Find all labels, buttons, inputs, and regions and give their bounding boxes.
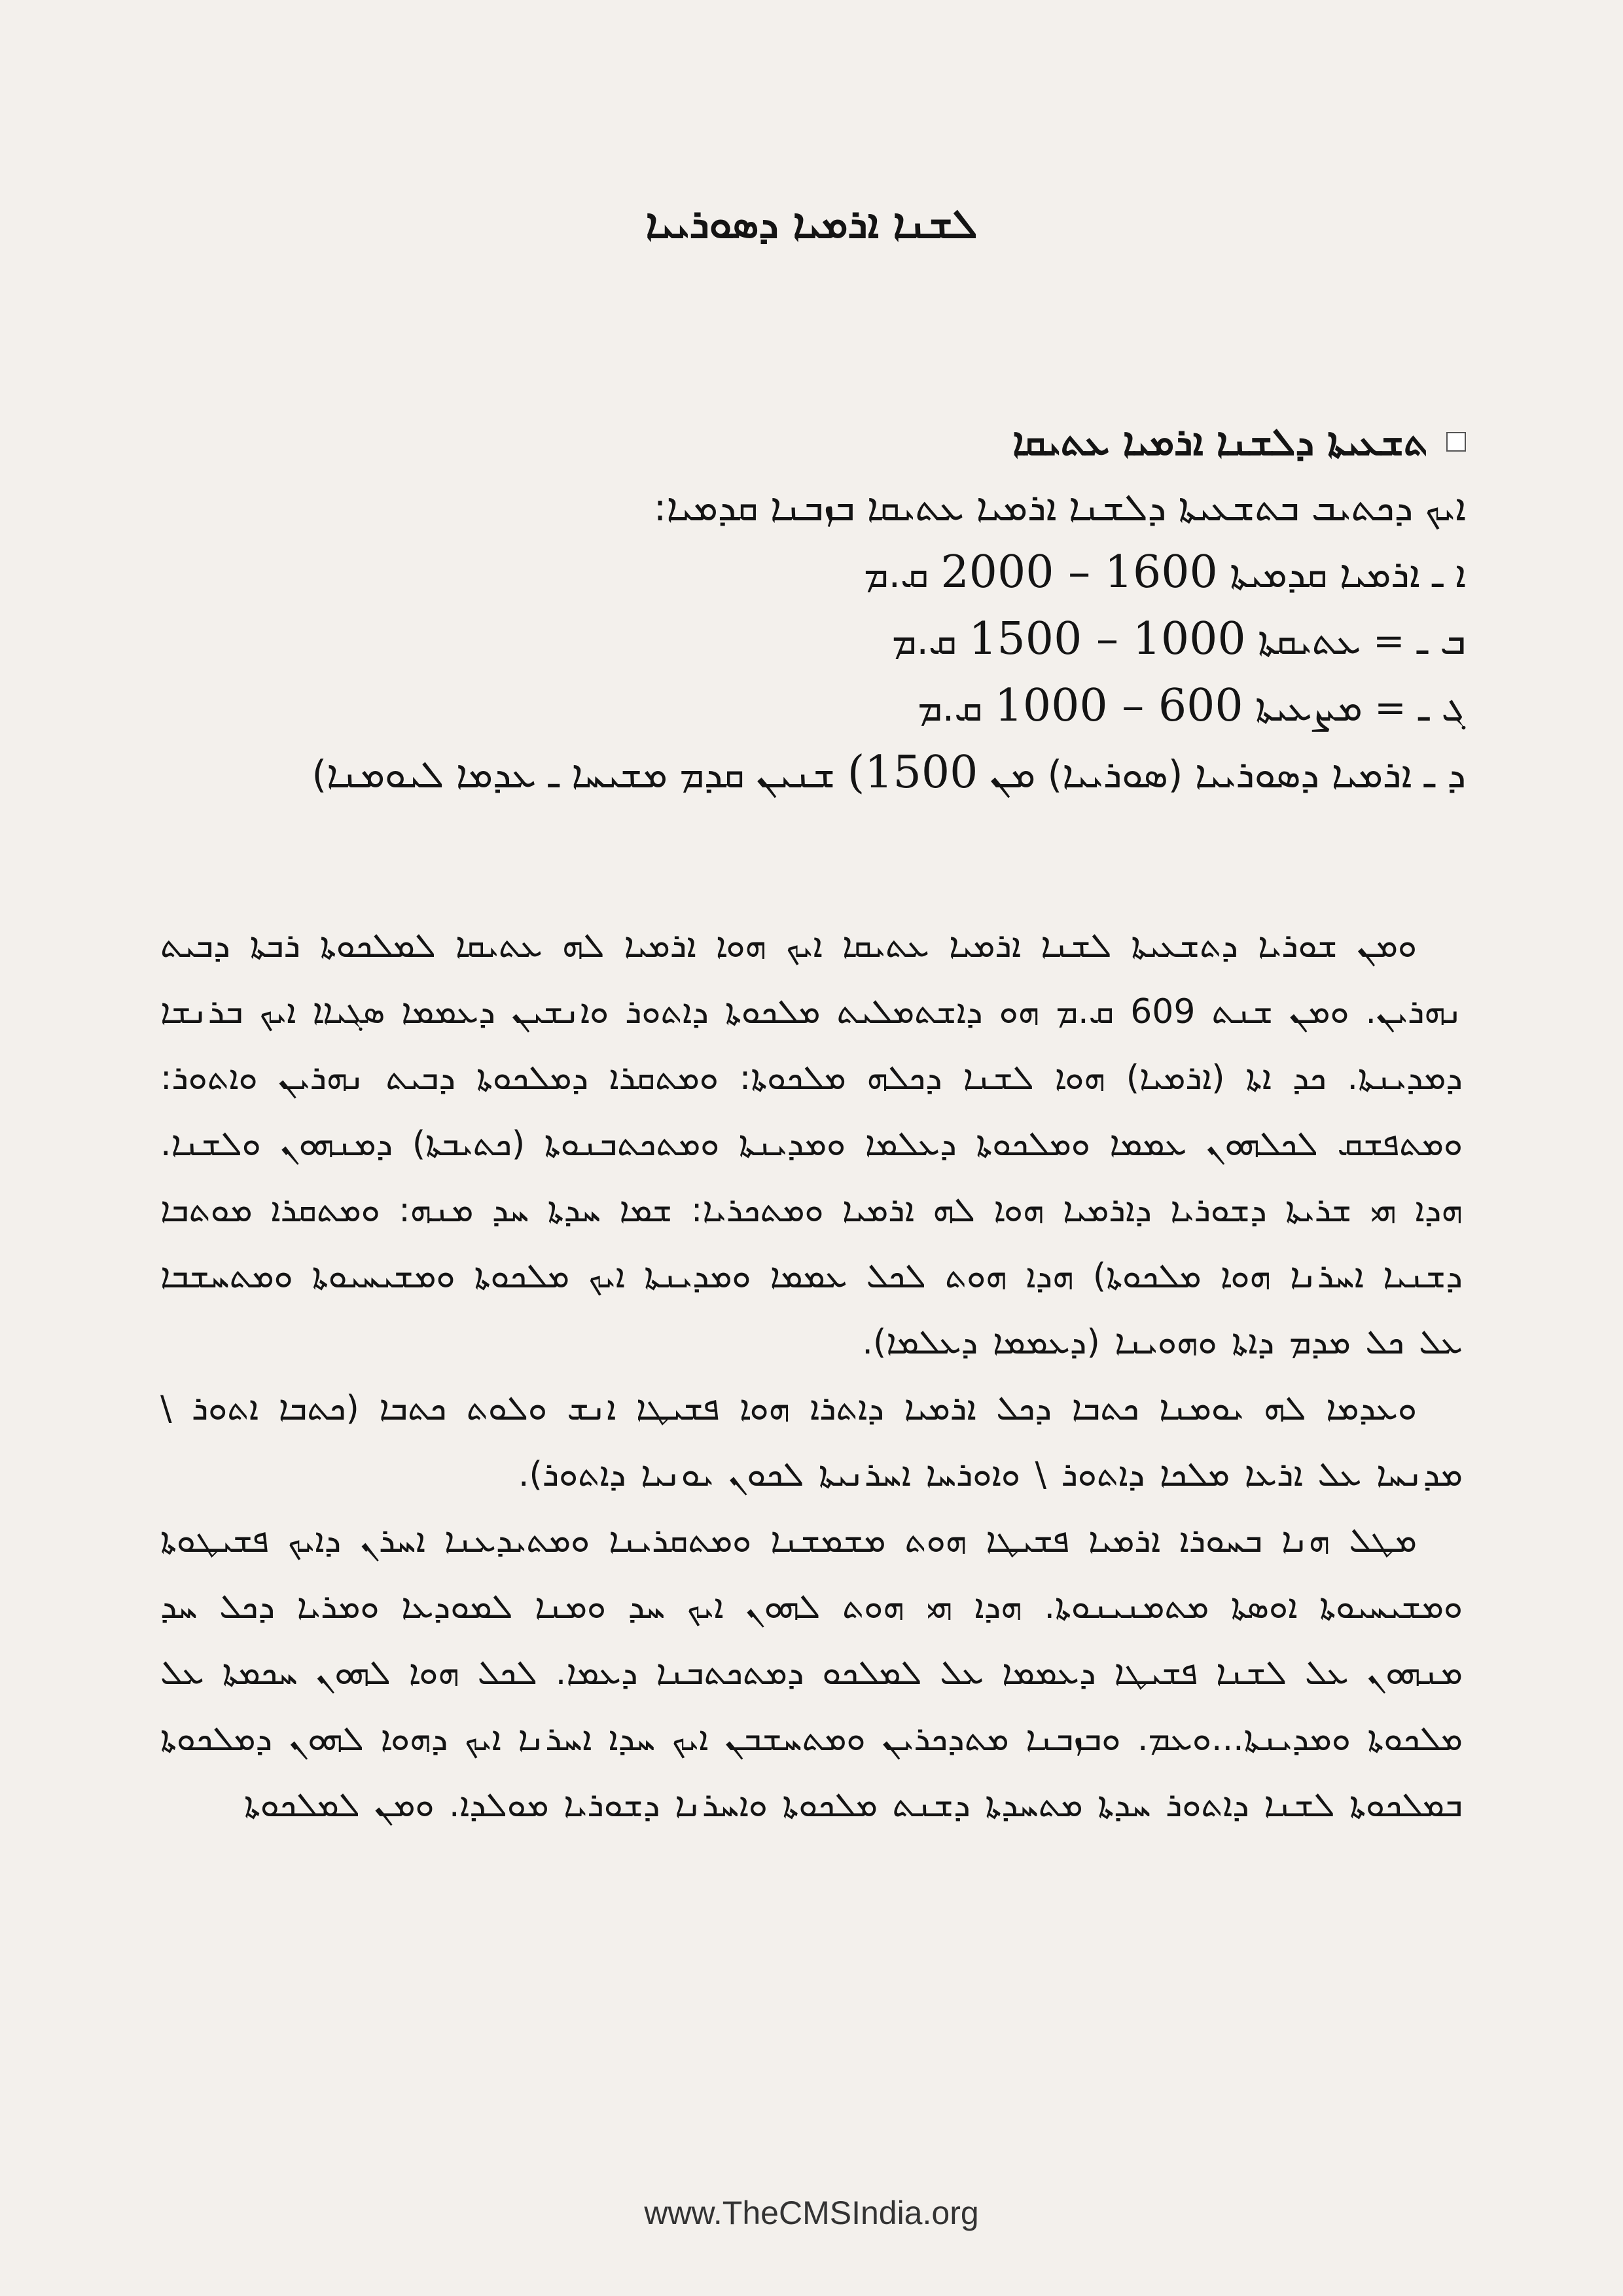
- item-suffix: ܩ.ܡ: [864, 552, 929, 596]
- list-item: [353, 607, 1466, 673]
- checkbox-icon: [1446, 432, 1466, 452]
- page-title: ܠܫܢܐ ܐܪܡܝܐ ܕܣܘܪܝܝܐ: [645, 200, 978, 247]
- item-range: 1500 – 1000: [969, 613, 1246, 665]
- periods-list: [312, 409, 1466, 807]
- list-item: [312, 740, 1466, 807]
- item-prefix: ܒ ـ = ܥܬܝܩܬܐ: [1258, 619, 1466, 663]
- list-item: [353, 540, 1466, 607]
- body-text: [160, 913, 1463, 1839]
- item-suffix: ܩ.ܡ: [891, 619, 957, 663]
- item-suffix: ܫܢܝܢ ܩܕܡ ܡܫܝܚܐ ـ ܥܕܡܐ ܠܝܘܡܢܐ): [312, 752, 836, 797]
- item-range: 1000 – 600: [994, 680, 1243, 732]
- item-prefix: ܕ ـ ܐܪܡܝܐ ܕܣܘܪܝܝܐ (ܣܘܪܝܝܐ) ܡܢ: [990, 752, 1466, 797]
- footer-url[interactable]: www.TheCMSIndia.org: [644, 2195, 979, 2231]
- item-suffix: ܩ.ܡ: [918, 685, 983, 730]
- list-intro: ܐܝܟ ܕܟܬܝܒ ܒܬܫܥܝܬܐ ܕܠܫܢܐ ܐܪܡܝܐ ܥܬܝܩܐ ܒܙܒܢܐ ܩܕܡܝܐ:: [653, 485, 1466, 529]
- paragraph: ܡܛܠ ܗܢܐ ܒܚܘܪܐ ܐܪܡܝܐ ܦܫܝܛܐ ܗܘܬ ܡܫܡܫܢܐ ܘܡܬܩܪܝܢܐ ܘܡܬܝܕܥܢܐ ܐܚܪܢ ܕܐܝܟ ܦܫܝܛܘܬܐ ܘܡܫܝܚܝܘܬܐ ܐܘܣܬܐ ܡܬܡܢܝܢܘܬܐ. ܗܕܐ ܗܝ ܗܘܬ ܠܗܘܢ ܐܝܟ ܚܕ ܘܡܢܐ ܠܡܘܕܥܐ ܘܡܪܝܐ ܕܟܠ ܚܕ ܡܢܗܘܢ ܥܠ ܠܫܢܐ ܦܫܝܛܐ ܕܥܡܡܐ ܥܠ ܠܡܠܟܘ ܕܡܬܟܬܒܢܐ ܕܥܡܐ. ܠܟܠ ܗܘܐ ܠܗܘܢ ܚܟܡܬܐ ܥܠ ܡܠܟܘܬܐ ܘܡܕܝܢܬܐ...ܘܥܡ. ܘܒܙܒܢܐ ܡܬܕܟܪܝܢ ܘܡܬܚܫܒܢ ܐܝܟ ܚܕܐ ܐܚܪܢܐ ܐܝܟ ܕܗܘܐ ܠܗܘܢ ܕܡܠܟܘܬܐ ܒܡܠܟܘܬܐ ܠܫܢܐ ܕܐܬܘܪ ܚܕܬܐ ܡܬܚܕܬܐ ܕܫܢܬ ܡܠܟܘܬܐ ܘܐܚܪܢܐ ܕܫܘܪܝܐ ܡܘܠܕܐ. ܘܡܢ ܠܡܠܟܘܬܐ: [160, 1521, 1463, 1825]
- item-prefix: ܐ ـ ܐܪܡܝܐ ܩܕܡܝܬܐ: [1230, 552, 1466, 596]
- item-range: (1500: [847, 747, 978, 798]
- list-heading: [353, 409, 1466, 475]
- list-heading-text: ܬܫܥܝܬܐ ܕܠܫܢܐ ܐܪܡܝܐ ܥܬܝܩܐ: [1012, 420, 1428, 464]
- item-range: 2000 – 1600: [940, 547, 1218, 598]
- list-item: [353, 673, 1466, 740]
- item-prefix: ܓ ـ = ܡܨܥܝܬܐ: [1255, 685, 1466, 730]
- paragraph: ܘܥܕܡܐ ܠܗ ܝܘܡܢܐ ܟܬܒܐ ܕܟܠ ܐܪܡܝܐ ܕܐܬܪܐ ܗܘܐ ܦܫܝܛܐ ܐܢܫ ܘܠܘܬ ܟܬܒܐ (ܟܬܒܐ ܐܬܘܪ \ ܡܕܢܚܐ ܥܠ ܐܪܥܐ ܡܠܟܐ ܕܐܬܘܪ \ ܘܐܘܪܚܐ ܐܚܪܢܝܬܐ ܠܟܘܢ ܝܘܢܝܐ ܕܐܬܘܪ).: [160, 1389, 1463, 1494]
- paragraph: ܘܡܢ ܫܘܪܝܐ ܕܬܫܥܝܬܐ ܠܫܢܐ ܐܪܡܝܐ ܥܬܝܩܐ ܐܝܟ ܗܘܐ ܐܪܡܝܐ ܠܗ ܥܬܝܩܐ ܠܡܠܟܘܬܐ ܪܒܬܐ ܕܒܝܬ ܢܗܪܝܢ. ܘܡܢ ܫܢܬ 609 ܩ.ܡ ܗܘ ܕܐܫܬܡܠܝܬ ܡܠܟܘܬܐ ܕܐܬܘܪ ܘܐܢܫܝܢ ܕܥܡܡܐ ܣܓܝܐܐ ܐܝܟ ܒܪܢܫܐ ܕܡܕܝܢܬܐ. ܟܕ ܐܬܐ (ܐܪܡܝܐ) ܗܘܐ ܠܫܢܐ ܕܟܠܗ ܡܠܟܘܬܐ: ܘܡܬܩܪܐ ܕܡܠܟܘܬܐ ܕܒܝܬ ܢܗܪܝܢ ܘܐܬܘܪ: ܘܡܬܦܫܩ ܠܟܠܗܘܢ ܥܡܡܐ ܘܡܠܟܘܬܐ ܕܥܠܡܐ ܘܡܕܝܢܬܐ ܘܡܬܟܬܒܢܘܬܐ (ܟܬܝܒܬܐ) ܕܡܢܗܘܢ ܘܠܫܢܐ. ܗܕܐ ܗܝ ܫܪܝܬܐ ܕܫܘܪܝܐ ܕܐܪܡܝܐ ܗܘܐ ܠܗ ܐܪܡܝܐ ܘܡܬܟܪܝܐ: ܫܡܐ ܚܕܬܐ ܚܕ ܡܢܗ: ܘܡܬܩܪܐ ܡܘܬܒܐ ܕܫܢܝܐ ܐܚܪܢܐ ܗܘܐ ܡܠܟܘܬܐ) ܗܕܐ ܗܘܬ ܠܟܠ ܥܡܡܐ ܘܡܕܝܢܬܐ ܐܝܟ ܡܠܟܘܬܐ ܘܡܫܝܚܝܘܬܐ ܘܡܬܚܫܒܐ ܥܠ ܟܠ ܡܕܡ ܕܐܬܐ ܘܗܘܝܢܐ (ܕܥܡܡܐ ܕܥܠܡܐ).: [160, 926, 1463, 1362]
